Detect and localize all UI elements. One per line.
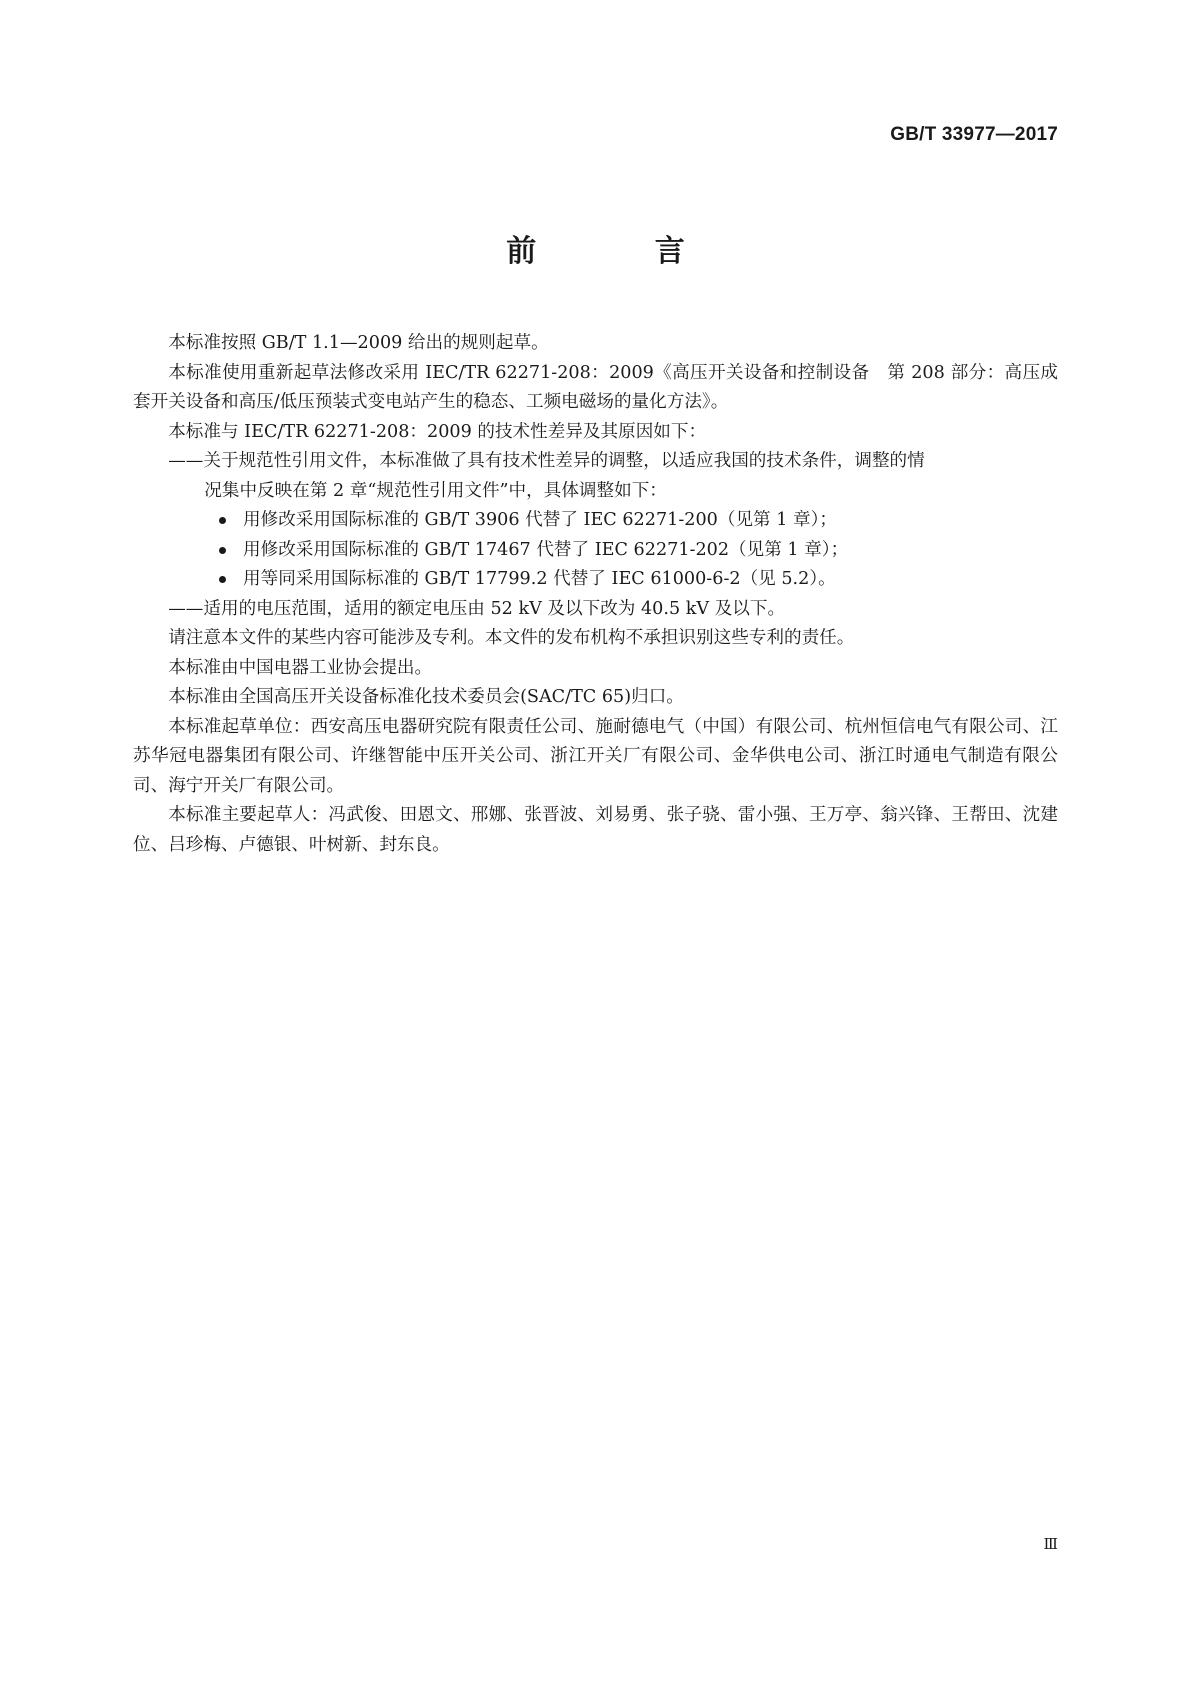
paragraph-drafting-units: 本标准起草单位：西安高压电器研究院有限责任公司、施耐德电气（中国）有限公司、杭州恒信电气有限公司、江苏华冠电器集团有限公司、许继智能中压开关公司、浙江开关厂有限公司、金华供电公司、浙江时通电气制造有限公司、海宁开关厂有限公司。 xyxy=(133,716,1058,796)
bullet-item xyxy=(133,565,1058,595)
dash-item-line-2: 况集中反映在第 2 章“规范性引用文件”中，具体调整如下： xyxy=(204,480,667,501)
paragraph-proposer: 本标准由中国电器工业协会提出。 xyxy=(168,657,433,678)
dash-item-text: ——适用的电压范围，适用的额定电压由 52 kV 及以下改为 40.5 kV 及以下。 xyxy=(168,598,786,619)
dash-item-normative-references xyxy=(133,447,1058,506)
paragraph-differences-intro: 本标准与 IEC/TR 62271-208：2009 的技术性差异及其原因如下： xyxy=(168,421,707,442)
standard-number: GB/T 33977—2017 xyxy=(890,124,1058,145)
paragraph-technical-committee: 本标准由全国高压开关设备标准化技术委员会(SAC/TC 65)归口。 xyxy=(168,687,684,707)
paragraph-drafters: 本标准主要起草人：冯武俊、田恩文、邢娜、张晋波、刘易勇、张子骁、雷小强、王万亭、翁兴锋、王帮田、沈建位、吕珍梅、卢德银、叶树新、封东良。 xyxy=(133,805,1058,855)
bullet-text: 用等同采用国际标准的 GB/T 17799.2 代替了 IEC 61000-6-2（见 5.2）。 xyxy=(243,569,836,589)
bullet-item xyxy=(133,536,1058,566)
paragraph-adoption: 本标准使用重新起草法修改采用 IEC/TR 62271-208：2009《高压开关设备和控制设备 第 208 部分：高压成套开关设备和高压/低压预装式变电站产生的稳态、工频电磁场的量化方法》。 xyxy=(133,362,1058,412)
foreword-body xyxy=(133,329,1058,860)
page-title: 前 言 xyxy=(506,234,739,269)
bullet-text: 用修改采用国际标准的 GB/T 17467 代替了 IEC 62271-202（见第 1 章）； xyxy=(243,539,849,560)
paragraph-drafting-rules: 本标准按照 GB/T 1.1—2009 给出的规则起草。 xyxy=(168,333,549,353)
bullet-item xyxy=(133,506,1058,536)
dash-item-voltage-range xyxy=(133,595,1058,625)
paragraph-patent-notice: 请注意本文件的某些内容可能涉及专利。本文件的发布机构不承担识别这些专利的责任。 xyxy=(168,628,855,648)
bullet-text: 用修改采用国际标准的 GB/T 3906 代替了 IEC 62271-200（见第 1 章）； xyxy=(243,510,837,530)
page-number: Ⅲ xyxy=(1043,1535,1058,1553)
dash-item-line-1: ——关于规范性引用文件，本标准做了具有技术性差异的调整，以适应我国的技术条件，调整的情 xyxy=(168,451,925,471)
